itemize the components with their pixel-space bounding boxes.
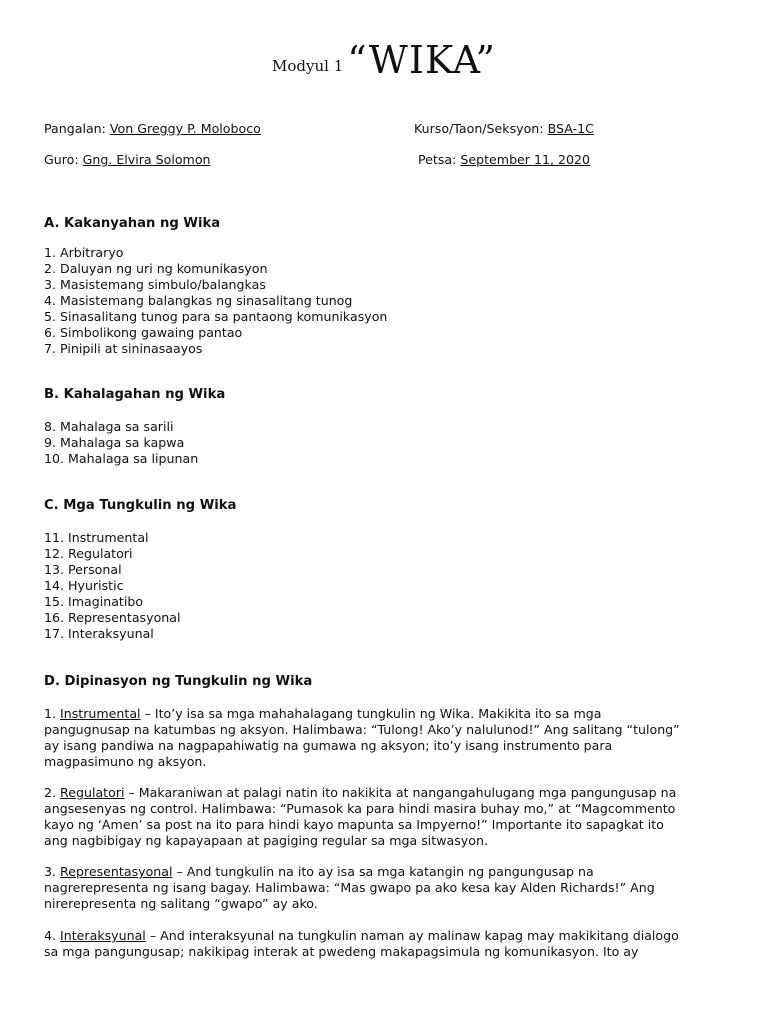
definition-text: – Ito’y isa sa mga mahahalagang tungkulin ng Wika. Makikita ito sa mga [140, 706, 602, 721]
definition-term: Interaksyunal [60, 928, 146, 943]
definition-term: Instrumental [60, 706, 141, 721]
list-item: 7. Pinipili at sininasaayos [44, 341, 203, 356]
list-item: 10. Mahalaga sa lipunan [44, 451, 199, 466]
definition-representasyonal [44, 864, 734, 912]
list-item: 17. Interaksyunal [44, 626, 154, 641]
list-item: 13. Personal [44, 562, 122, 577]
definition-line [44, 928, 734, 944]
definition-line: pangugnusap na katumbas ng aksyon. Halimbawa: “Tulong! Ako’y nalulunod!” Ang salitang “tulong” [44, 722, 680, 737]
definition-number: 4. [44, 928, 57, 943]
definition-number: 2. [44, 785, 57, 800]
definition-line: angsesenyas ng control. Halimbawa: “Pumasok ka para hindi masira buhay mo,” at “Magcommento [44, 801, 676, 816]
modyul-label: Modyul 1 [272, 57, 344, 75]
document-title [0, 38, 768, 82]
date-row [418, 152, 590, 167]
definition-interaksyunal [44, 928, 734, 960]
list-item: 15. Imaginatibo [44, 594, 144, 609]
definition-regulatori [44, 785, 734, 849]
section-d-heading: D. Dipinasyon ng Tungkulin ng Wika [44, 674, 313, 689]
course-value: BSA-1C [547, 121, 594, 136]
list-item: 12. Regulatori [44, 546, 133, 561]
date-value: September 11, 2020 [460, 152, 591, 167]
definition-line [44, 785, 734, 801]
list-item: 1. Arbitraryo [44, 245, 124, 260]
definition-text: – And interaksyunal na tungkulin naman ay malinaw kapag may makikitang dialogo [145, 928, 679, 943]
definition-text: – Makaraniwan at palagi natin ito nakikita at nangangahulugang mga pangungusap na [124, 785, 677, 800]
definition-line: sa mga pangungusap; nakikipag interak at pwedeng makapagsimula ng komunikasyon. Ito ay [44, 944, 639, 959]
definition-line: nirerepresenta ng salitang “gwapo” ay ako. [44, 896, 318, 911]
list-item: 4. Masistemang balangkas ng sinasalitang tunog [44, 293, 353, 308]
section-a-heading: A. Kakanyahan ng Wika [44, 216, 221, 231]
list-item: 11. Instrumental [44, 530, 149, 545]
definition-line [44, 706, 734, 722]
definition-line: kayo ng ‘Amen’ sa post na ito para hindi kayo mapunta sa Impyerno!” Importante ito sapagkat ito [44, 817, 664, 832]
definition-line [44, 864, 734, 880]
name-row [44, 121, 261, 136]
course-label: Kurso/Taon/Seksyon: [414, 121, 544, 136]
section-b-heading: B. Kahalagahan ng Wika [44, 387, 226, 402]
teacher-label: Guro: [44, 152, 79, 167]
definition-term: Regulatori [60, 785, 125, 800]
name-label: Pangalan: [44, 121, 106, 136]
definition-line: ang nagbibigay ng kapayapaan at pagiging regular sa mga sitwasyon. [44, 833, 488, 848]
name-value: Von Greggy P. Moloboco [109, 121, 261, 136]
section-b-list [44, 419, 198, 467]
list-item: 16. Representasyonal [44, 610, 181, 625]
list-item: 6. Simbolikong gawaing pantao [44, 325, 243, 340]
list-item: 3. Masistemang simbulo/balangkas [44, 277, 266, 292]
section-c-list [44, 530, 180, 642]
list-item: 5. Sinasalitang tunog para sa pantaong komunikasyon [44, 309, 388, 324]
course-row [414, 121, 594, 136]
definition-number: 1. [44, 706, 57, 721]
list-item: 2. Daluyan ng uri ng komunikasyon [44, 261, 268, 276]
definition-instrumental [44, 706, 734, 770]
date-label: Petsa: [418, 152, 457, 167]
section-c-heading: C. Mga Tungkulin ng Wika [44, 498, 237, 513]
teacher-value: Gng. Elvira Solomon [82, 152, 211, 167]
definition-line: ay isang pandiwa na nagpapahiwatig na gumawa ng aksyon; ito’y isang instrumento para [44, 738, 613, 753]
definition-term: Representasyonal [60, 864, 173, 879]
section-a-list [44, 245, 387, 357]
list-item: 9. Mahalaga sa kapwa [44, 435, 185, 450]
list-item: 8. Mahalaga sa sarili [44, 419, 174, 434]
definition-number: 3. [44, 864, 57, 879]
definition-line: magpasimuno ng aksyon. [44, 754, 207, 769]
list-item: 14. Hyuristic [44, 578, 124, 593]
definition-text: – And tungkulin na ito ay isa sa mga katangin ng pangungusap na [172, 864, 594, 879]
teacher-row [44, 152, 211, 167]
title-text: “WIKA” [347, 38, 496, 82]
definition-line: nagrerepresenta ng isang bagay. Halimbawa: “Mas gwapo pa ako kesa kay Alden Richards!” Ang [44, 880, 655, 895]
